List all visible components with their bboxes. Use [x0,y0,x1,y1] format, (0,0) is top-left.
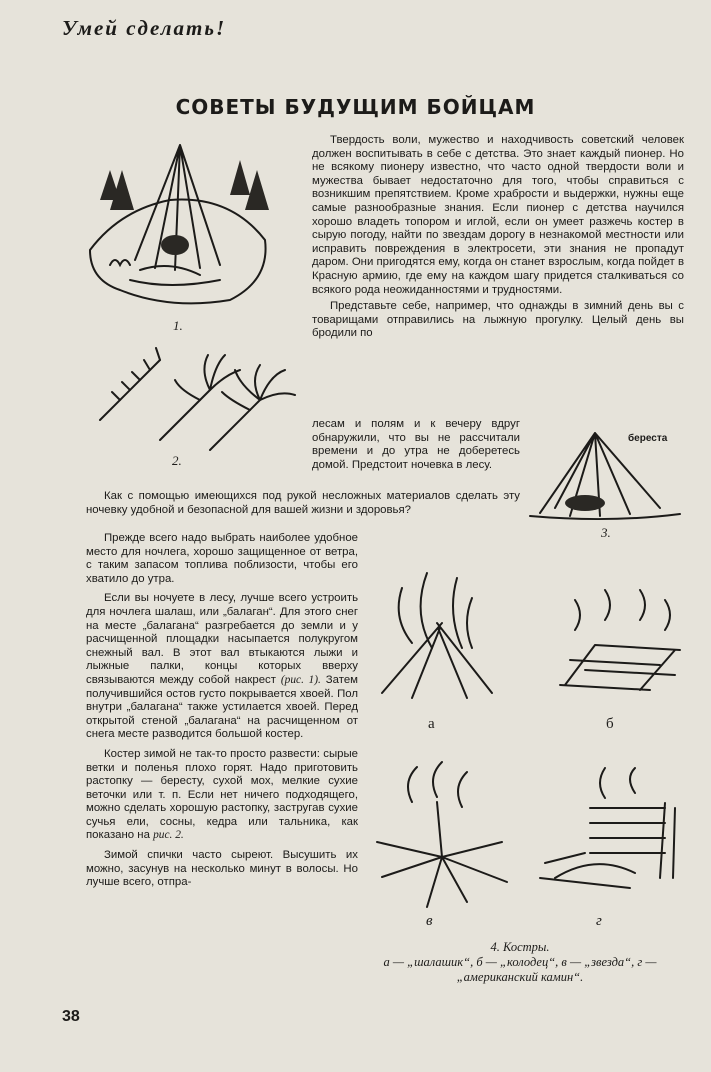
figure-2-number: 2. [172,453,182,468]
paragraph-7: Зимой спички часто сыреют. Высушить их можно, засунув на несколько минут в волосы. Но лучше всего, отпра- [86,849,358,889]
paragraph-5: Если вы ночуете в лесу, лучше всего устроить для ночлега шалаш, или „балаган“. Для этого снег на месте „балагана“ разгребается до земли и у расчищенной площадки насыпается полукругом снежный вал. В этот вал втыкаются лыжи и лыжные палки, концы которых вверху связываются между собой накрест (рис. 1). Затем получившийся остов густо покрывается хвоей. Пол внутри „балагана“ также устилается хвоей. Перед открытой стеной „балагана“ на расчищенном от снега месте разводится большой костер. [86,592,359,741]
intro-text-block [312,134,684,341]
paragraph-1: Твердость воли, мужество и находчивость советский человек должен воспитывать в себе с детства. Это знает каждый пионер. Но не всякому пионеру известно, что часто одной твердости воли и мужества бывает недостаточно для того, чтобы справиться с возникшим препятствием. Кроме храбрости и выдержки, нужны еще самые разнообразные знания. Если пионер с детства научился хорошо владеть топором и иглой, если он умеет разжечь костер в сырую погоду, найти по звездам дорогу в незнакомой местности или исправить повреждения в электросети, эти знания не пропадут даром. Они пригодятся ему, когда он станет взрослым, когда пойдет в Красную армию, где ему на каждом шагу придется сталкиваться со всякого рода неожиданностями и трудностями. [312,134,684,296]
caption-legend: а — „шалашик“, б — „колодец“, в — „звезда“, г — „американский камин“. [383,955,657,984]
figure-2-kindling-illustration [90,340,300,455]
paragraph-6: Костер зимой не так-то просто развести: сырые ветки и поленья плохо горят. Надо приготовить растопку — бересту, сухой мох, мелкие сухие веточки или т. п. Если нет ничего подходящего, можно сделать хорошую растопку, застругав сухие сучья ели, сосны, кедра или тальника, как показано на рис. 2. [86,747,358,842]
paragraph-3: Как с помощью имеющихся под рукой несложных материалов сделать эту ночевку удобной и безопасной для вашей жизни и здоровья? [86,490,520,516]
figure-4v-fire-illustration [372,762,512,912]
figure-4b-letter: б [606,716,614,732]
paragraph-2-continued: лесам и полям и к вечеру вдруг обнаружили, что вы не рассчитали времени и до утра не доберетесь домой. Предстоит ночевка в лесу. [312,418,520,471]
main-text-column [86,532,358,896]
figure-4a-fire-illustration [372,568,507,713]
figure-3-number: 3. [601,525,611,540]
paragraph-4: Прежде всего надо выбрать наиболее удобное место для ночлега, хорошо защищенное от ветра, с таким запасом топлива поблизости, чтобы его хватило до утра. [86,532,358,585]
section-header: Умей сделать! [62,16,227,40]
caption-title: 4. Костры. [490,940,550,954]
figure-4v-letter: в [426,913,433,929]
figure-4a-letter: а [428,716,435,732]
figure-3-birch-bark-label: береста [628,433,668,444]
figure-1-shelter-illustration [80,140,280,320]
figure-4b-fire-illustration [555,590,690,705]
figure-4-caption [370,940,670,985]
paragraph-2: Представьте себе, например, что однажды в зимний день вы с товарищами отправились на лыжную прогулку. Целый день вы бродили по [312,300,684,340]
article-title: СОВЕТЫ БУДУЩИМ БОЙЦАМ [175,95,536,119]
page-number: 38 [62,1008,80,1025]
figure-4g-letter: г [596,913,602,929]
figure-4g-fire-illustration [535,768,680,908]
figure-1-number: 1. [173,318,183,333]
